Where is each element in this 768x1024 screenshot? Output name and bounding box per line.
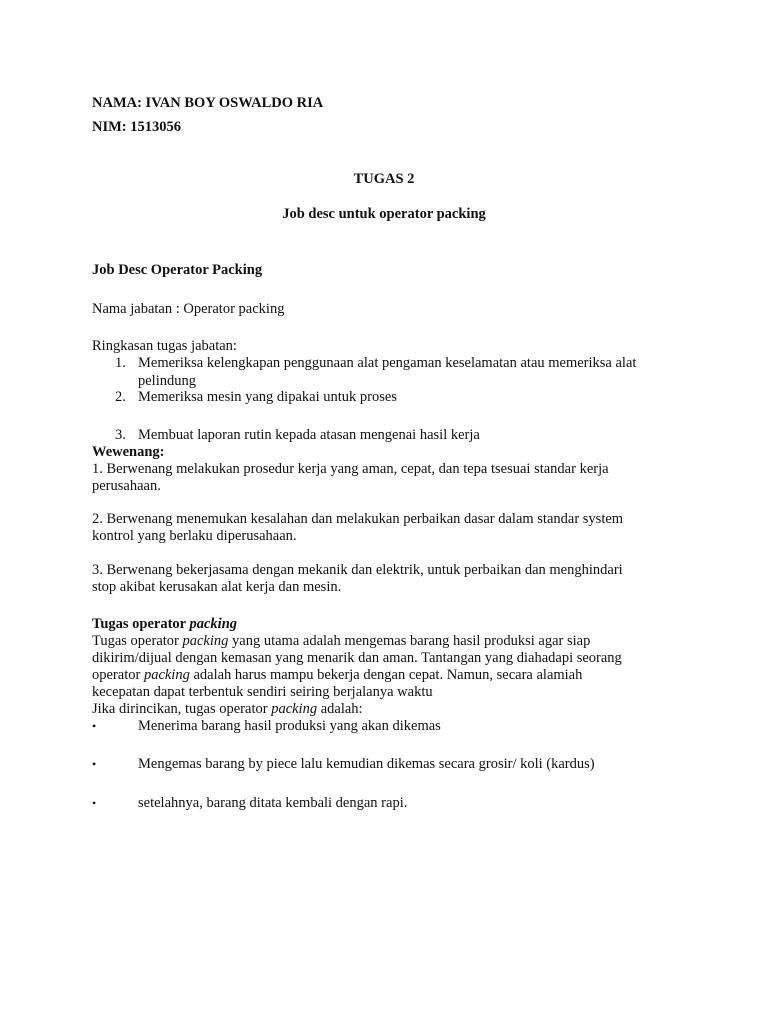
- section-heading: Job Desc Operator Packing: [92, 262, 263, 278]
- text-run: operator: [92, 667, 144, 683]
- tugas-paragraph-line: dikirim/dijual dengan kemasan yang menarik dan aman. Tantangan yang diahadapi seorang: [92, 650, 622, 666]
- ringkasan-item-number: 3.: [115, 427, 126, 443]
- student-nim: NIM: 1513056: [92, 119, 182, 135]
- ringkasan-item-number: 2.: [115, 389, 126, 405]
- tugas-paragraph-line: [92, 701, 363, 718]
- wewenang-item: 1. Berwenang melakukan prosedur kerja yang aman, cepat, dan tepa tsesuai standar kerja: [92, 461, 609, 477]
- bullet-text: Mengemas barang by piece lalu kemudian dikemas secara grosir/ koli (kardus): [138, 756, 595, 772]
- wewenang-item-cont: kontrol yang berlaku diperusahaan.: [92, 528, 297, 544]
- bullet-text: setelahnya, barang ditata kembali dengan rapi.: [138, 795, 408, 811]
- bullet-text: Menerima barang hasil produksi yang akan dikemas: [138, 718, 441, 734]
- tugas-paragraph-line: [92, 633, 590, 650]
- ringkasan-item-text: Membuat laporan rutin kepada atasan mengenai hasil kerja: [138, 427, 480, 443]
- italic-run: packing: [143, 667, 190, 683]
- ringkasan-item-text-cont: pelindung: [138, 373, 196, 389]
- wewenang-item-cont: stop akibat kerusakan alat kerja dan mesin.: [92, 579, 342, 595]
- italic-run: packing: [182, 633, 229, 649]
- text-run: adalah:: [317, 701, 363, 717]
- tugas-heading-text: Tugas operator: [92, 616, 190, 632]
- student-name: NAMA: IVAN BOY OSWALDO RIA: [92, 95, 324, 111]
- wewenang-item: 2. Berwenang menemukan kesalahan dan melakukan perbaikan dasar dalam standar system: [92, 511, 624, 527]
- tugas-heading-italic: packing: [189, 616, 238, 632]
- nama-jabatan: Nama jabatan : Operator packing: [92, 301, 285, 317]
- tugas-paragraph-line: kecepatan dapat terbentuk sendiri seiring berjalanya waktu: [92, 684, 433, 700]
- text-run: Jika dirincikan, tugas operator: [92, 701, 272, 717]
- text-run: adalah harus mampu bekerja dengan cepat. Namun, secara alamiah: [189, 667, 583, 683]
- bullet-icon: •: [92, 796, 97, 810]
- italic-run: packing: [271, 701, 318, 717]
- ringkasan-heading: Ringkasan tugas jabatan:: [92, 338, 237, 354]
- bullet-icon: •: [92, 719, 97, 733]
- ringkasan-item-text: Memeriksa kelengkapan penggunaan alat pengaman keselamatan atau memeriksa alat: [138, 355, 637, 371]
- wewenang-item-cont: perusahaan.: [92, 478, 161, 494]
- document-subtitle: Job desc untuk operator packing: [282, 206, 486, 222]
- ringkasan-item-text: Memeriksa mesin yang dipakai untuk proses: [138, 389, 397, 405]
- tugas-paragraph-line: [92, 667, 582, 684]
- text-run: yang utama adalah mengemas barang hasil produksi agar siap: [228, 633, 591, 649]
- bullet-icon: •: [92, 757, 97, 771]
- document-title: TUGAS 2: [353, 171, 415, 187]
- wewenang-heading: Wewenang:: [92, 444, 165, 460]
- tugas-heading: [92, 616, 237, 633]
- text-run: Tugas operator: [92, 633, 183, 649]
- wewenang-item: 3. Berwenang bekerjasama dengan mekanik dan elektrik, untuk perbaikan dan menghindari: [92, 562, 623, 578]
- ringkasan-item-number: 1.: [115, 355, 126, 371]
